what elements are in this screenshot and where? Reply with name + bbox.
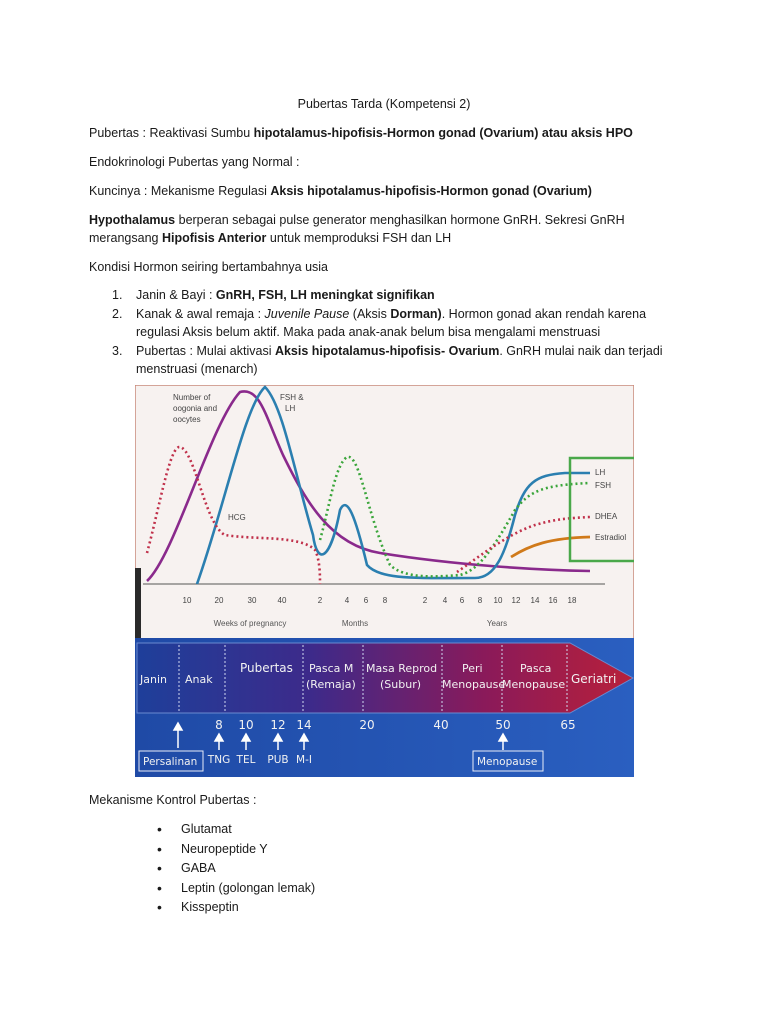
paragraph-endokrinologi: Endokrinologi Pubertas yang Normal : bbox=[89, 155, 300, 169]
x-tick-label: 2 bbox=[317, 596, 323, 605]
weeks-axis-label: Weeks of pregnancy bbox=[213, 619, 287, 628]
stage-pubertas: Pubertas bbox=[240, 661, 293, 675]
x-tick-label: 6 bbox=[459, 596, 465, 605]
list-item bbox=[112, 305, 672, 341]
marker-m-i: M-I bbox=[296, 754, 312, 766]
list-item: • Kisspeptin bbox=[157, 898, 315, 918]
text: Kuncinya : Mekanisme Regulasi bbox=[89, 184, 271, 198]
paragraph-mekanisme-kontrol: Mekanisme Kontrol Pubertas : bbox=[89, 793, 257, 807]
text: . Hormon gonad akan rendah karena regulasi Aksis belum aktif. Maka pada anak-anak belum bisa mengalami menstruasi bbox=[136, 307, 647, 339]
fsh-lh-label-line1: FSH & bbox=[280, 393, 304, 402]
persalinan-label: Persalinan bbox=[143, 756, 198, 768]
stage-pasca: Pasca bbox=[520, 662, 552, 675]
stage-anak: Anak bbox=[185, 673, 213, 686]
x-tick-label: 18 bbox=[567, 596, 577, 605]
marker-tng: TNG bbox=[207, 754, 231, 766]
paragraph-kuncinya bbox=[89, 182, 592, 200]
list-item bbox=[112, 286, 672, 304]
x-tick-label: 30 bbox=[247, 596, 257, 605]
oocytes-label-line2: oogonia and bbox=[173, 404, 218, 413]
age-10: 10 bbox=[238, 718, 254, 732]
control-mechanism-list bbox=[157, 820, 315, 918]
list-item: • Neuropeptide Y bbox=[157, 840, 315, 860]
paragraph-kondisi-hormon: Kondisi Hormon seiring bertambahnya usia bbox=[89, 260, 329, 274]
x-tick-label: 4 bbox=[442, 596, 448, 605]
stage-geriatri: Geriatri bbox=[571, 672, 617, 686]
bold-text: hipotalamus-hipofisis-Hormon gonad (Ovarium) bbox=[253, 126, 539, 140]
age-65: 65 bbox=[560, 718, 576, 732]
stage-masa-reprod: Masa Reprod bbox=[366, 662, 438, 675]
oocytes-label-line3: oocytes bbox=[173, 415, 201, 424]
stage-pasca-menopause: Menopause bbox=[502, 678, 566, 691]
text: untuk memproduksi FSH dan LH bbox=[266, 231, 452, 245]
bold-text: Dorman) bbox=[390, 307, 442, 321]
hormone-stage-list bbox=[112, 286, 672, 379]
text: merangsang bbox=[89, 231, 162, 245]
stage-subur: (Subur) bbox=[380, 678, 422, 691]
text: Pubertas : Reaktivasi Sumbu bbox=[89, 126, 254, 140]
x-tick-label: 10 bbox=[493, 596, 503, 605]
text: . GnRH mulai naik dan terjadi menstruasi (menarch) bbox=[136, 344, 663, 376]
oocytes-label-line1: Number of bbox=[173, 393, 211, 402]
months-axis-label: Months bbox=[341, 619, 369, 628]
age-20: 20 bbox=[359, 718, 375, 732]
stage-peri: Peri bbox=[462, 662, 483, 675]
fsh-label: FSH bbox=[595, 481, 611, 490]
age-14: 14 bbox=[296, 718, 312, 732]
marker-tel: TEL bbox=[236, 754, 256, 766]
x-tick-label: 8 bbox=[477, 596, 483, 605]
age-8: 8 bbox=[215, 718, 223, 732]
x-tick-label: 40 bbox=[277, 596, 287, 605]
x-tick-label: 12 bbox=[511, 596, 521, 605]
x-tick-label: 10 bbox=[182, 596, 192, 605]
x-tick-label: 4 bbox=[344, 596, 350, 605]
bold-text: atau aksis HPO bbox=[538, 126, 633, 140]
list-item: • Glutamat bbox=[157, 820, 315, 840]
list-item: • Leptin (golongan lemak) bbox=[157, 879, 315, 899]
x-tick-label: 2 bbox=[422, 596, 428, 605]
x-tick-label: 8 bbox=[382, 596, 388, 605]
stage-peri-menopause: Menopause bbox=[442, 678, 506, 691]
text: Pubertas : Mulai aktivasi bbox=[136, 344, 275, 358]
lh-label: LH bbox=[595, 468, 606, 477]
x-tick-label: 14 bbox=[530, 596, 540, 605]
bold-text: Aksis hipotalamus-hipofisis-Hormon gonad (Ovarium) bbox=[270, 184, 592, 198]
x-tick-label: 6 bbox=[363, 596, 369, 605]
stage-pasca-m: Pasca M bbox=[309, 662, 354, 675]
figure-edge bbox=[135, 568, 141, 640]
list-number: 3. bbox=[112, 344, 123, 358]
stage-janin: Janin bbox=[140, 673, 167, 686]
menopause-label: Menopause bbox=[477, 756, 538, 768]
dhea-label: DHEA bbox=[595, 512, 618, 521]
life-stage-timeline bbox=[135, 638, 634, 777]
paragraph-pubertas-definition bbox=[89, 124, 633, 142]
list-number: 1. bbox=[112, 288, 123, 302]
bold-text: Aksis hipotalamus-hipofisis- Ovarium bbox=[274, 344, 500, 358]
bold-text: Hipofisis Anterior bbox=[161, 231, 267, 245]
text: Kanak & awal remaja : bbox=[136, 307, 265, 321]
paragraph-hypothalamus bbox=[89, 211, 689, 247]
text: (Aksis bbox=[349, 307, 391, 321]
hcg-label: HCG bbox=[228, 513, 246, 522]
list-item bbox=[112, 342, 672, 378]
age-12: 12 bbox=[270, 718, 286, 732]
estradiol-label: Estradiol bbox=[595, 533, 627, 542]
x-tick-label: 16 bbox=[548, 596, 558, 605]
bold-text: GnRH, FSH, LH meningkat signifikan bbox=[215, 288, 435, 302]
list-number: 2. bbox=[112, 307, 123, 321]
page-title: Pubertas Tarda (Kompetensi 2) bbox=[297, 97, 471, 111]
bold-text: Hypothalamus bbox=[89, 213, 176, 227]
age-50: 50 bbox=[495, 718, 511, 732]
list-item: • GABA bbox=[157, 859, 315, 879]
marker-pub: PUB bbox=[267, 754, 289, 766]
age-40: 40 bbox=[433, 718, 449, 732]
text: berperan sebagai pulse generator menghasilkan hormone GnRH. Sekresi GnRH bbox=[175, 213, 625, 227]
italic-text: Juvenile Pause bbox=[264, 307, 350, 321]
years-axis-label: Years bbox=[486, 619, 508, 628]
fsh-lh-label-line2: LH bbox=[285, 404, 296, 413]
x-tick-label: 20 bbox=[214, 596, 224, 605]
text: Janin & Bayi : bbox=[136, 288, 216, 302]
hormone-curve-figure bbox=[135, 385, 634, 640]
stage-remaja: (Remaja) bbox=[306, 678, 356, 691]
